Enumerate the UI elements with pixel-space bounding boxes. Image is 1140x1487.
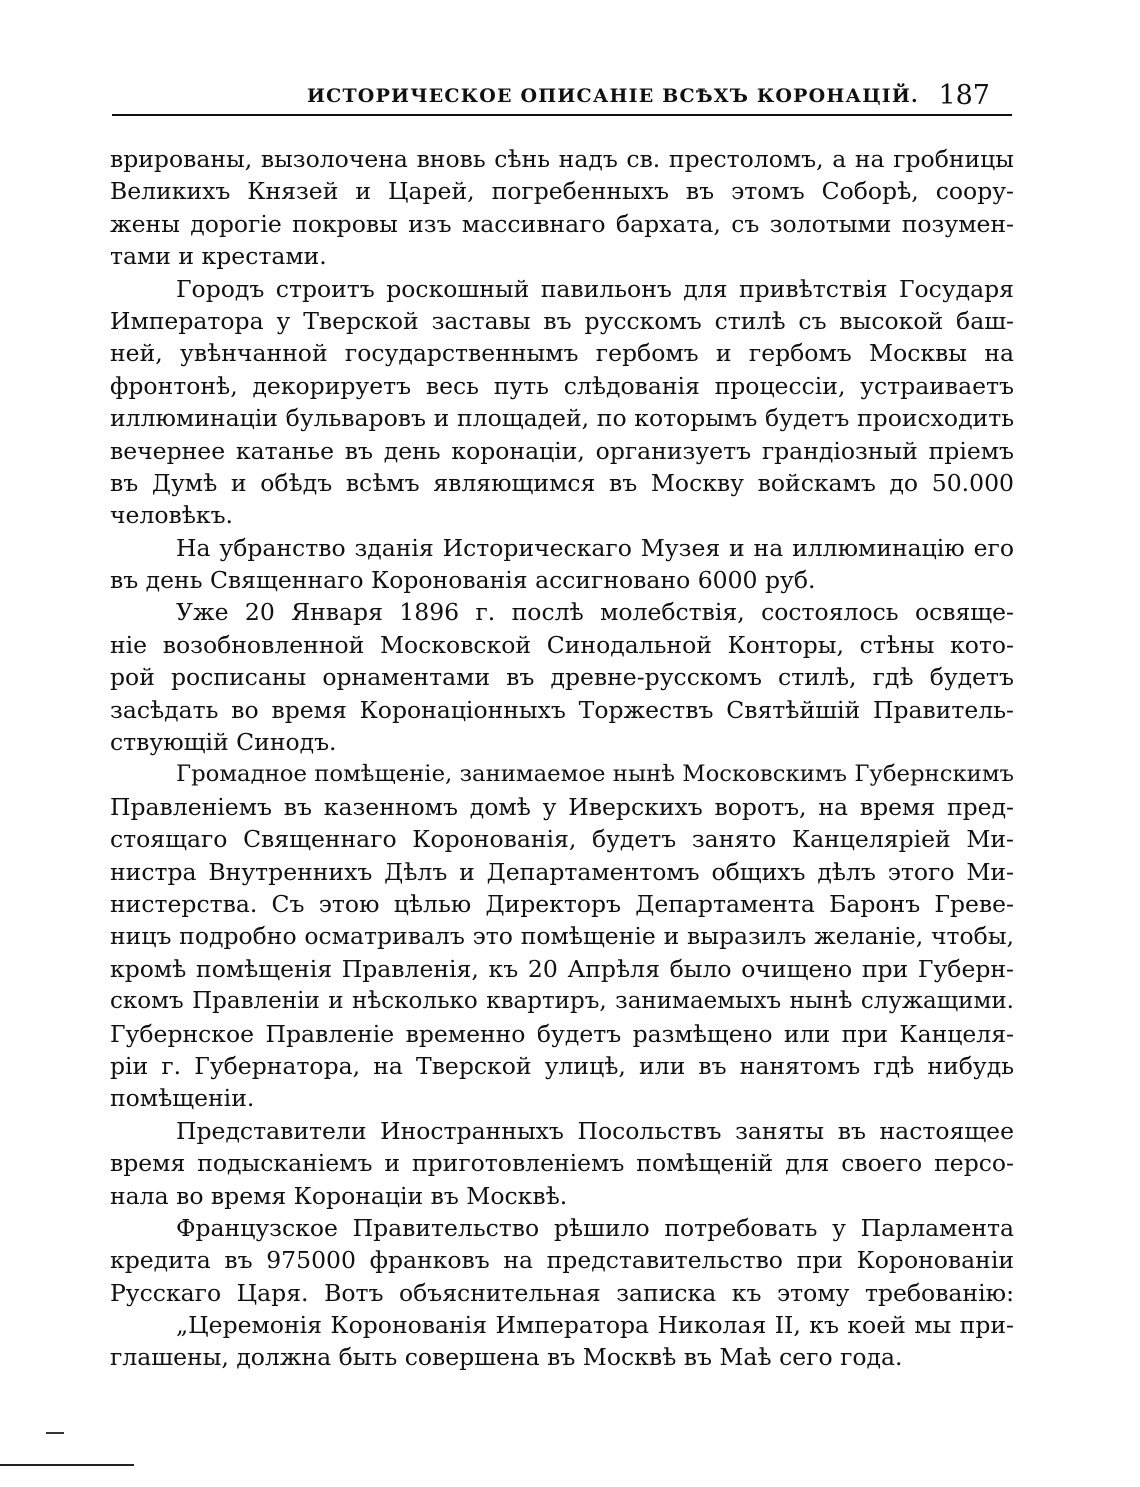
header-rule (112, 114, 1012, 116)
text-line: врированы, вызолочена вновь сѣнь надъ св. престоломъ, а на гробницы (110, 145, 1014, 173)
text-line: въ Думѣ и обѣдъ всѣмъ являющимся въ Москву войскамъ до 50.000 (110, 468, 1014, 497)
text-line: нiе возобновленной Московской Синодальной Конторы, стѣны кото- (110, 630, 1014, 659)
text-line: скомъ Правленiи и нѣсколько квартиръ, занимаемыхъ нынѣ служащими. (110, 988, 1014, 1015)
text-line: ницъ подробно осматривалъ это помѣщенiе и выразилъ желанiе, чтобы, (110, 922, 1014, 951)
text-line: вечернее катанье въ день коронацiи, организуетъ грандiозный прiемъ (110, 436, 1014, 465)
text-line: иллюминацiи бульваровъ и площадей, по которымъ будетъ происходить (110, 404, 1014, 433)
text-line: засѣдать во время Коронацiонныхъ Торжествъ Святѣйшiй Правитель- (110, 695, 1014, 724)
text-line: ствующiй Синодъ. (110, 728, 337, 757)
text-line: нала во время Коронацiи въ Москвѣ. (110, 1181, 568, 1210)
text-line: Уже 20 Января 1896 г. послѣ молебствiя, состоялось освяще- (176, 598, 1014, 627)
running-title: ИСТОРИЧЕСКОЕ ОПИСАНIЕ ВСѢХЪ КОРОНАЦIЙ. (307, 85, 919, 107)
text-line: Представители Иностранныхъ Посольствъ заняты въ настоящее (176, 1116, 1014, 1145)
page-number: 187 (938, 80, 990, 111)
text-line: кромѣ помѣщенiя Правленiя, къ 20 Апрѣля было очищено при Губерн- (110, 954, 1014, 983)
text-line: Городъ строитъ роскошный павильонъ для привѣтствiя Государя (176, 274, 1014, 303)
text-line: время подысканiемъ и приготовленiемъ помѣщенiй для своего персо- (110, 1149, 1014, 1178)
text-line: тами и крестами. (110, 242, 327, 271)
text-line: Великихъ Князей и Царей, погребенныхъ въ этомъ Соборѣ, соору- (110, 177, 1014, 206)
text-line: жены дорогiе покровы изъ массивнаго бархата, съ золотыми позумен- (110, 209, 1014, 238)
text-line: На убранство зданiя Историческаго Музея и на иллюминацiю его (176, 533, 1014, 562)
text-line: Громадное помѣщенiе, занимаемое нынѣ Московскимъ Губернскимъ (176, 761, 1014, 788)
text-line: кредита въ 975000 франковъ на представительство при Коронованiи (110, 1246, 1014, 1275)
text-line: стоящаго Священнаго Коронованiя, будетъ занято Канцелярiей Ми- (110, 825, 1014, 854)
text-line: глашены, должна быть совершена въ Москвѣ въ Маѣ сего года. (110, 1343, 903, 1372)
text-line: человѣкъ. (110, 501, 234, 530)
text-line: Русскаго Царя. Вотъ объяснительная записка къ этому требованiю: (110, 1278, 1014, 1307)
text-line: нистра Внутреннихъ Дѣлъ и Департаментомъ общихъ дѣлъ этого Ми- (110, 857, 1014, 886)
text-line: помѣщенiи. (110, 1084, 255, 1113)
text-line: „Церемонiя Коронованiя Императора Николая II, къ коей мы при- (176, 1311, 1014, 1340)
text-line: Императора у Тверской заставы въ русскомъ стилѣ съ высокой баш- (110, 306, 1014, 335)
text-line: фронтонѣ, декорируетъ весь путь слѣдованiя процессiи, устраиваетъ (110, 371, 1014, 400)
text-line: ней, увѣнчанной государственнымъ гербомъ и гербомъ Москвы на (110, 339, 1014, 368)
stray-mark (46, 1432, 64, 1434)
text-line: рой росписаны орнаментами въ древне-русскомъ стилѣ, гдѣ будетъ (110, 663, 1014, 692)
body-text (110, 143, 1014, 1374)
text-line: Правленiемъ въ казенномъ домѣ у Иверскихъ воротъ, на время пред- (110, 792, 1014, 821)
running-header (112, 80, 1012, 114)
text-line: нистерства. Съ этою цѣлью Директоръ Департамента Баронъ Греве- (110, 889, 1014, 918)
text-line: Французское Правительство рѣшило потребовать у Парламента (176, 1213, 1014, 1242)
text-line: рiи г. Губернатора, на Тверской улицѣ, или въ нанятомъ гдѣ нибудь (110, 1051, 1014, 1080)
footer-rule (0, 1464, 134, 1466)
text-line: въ день Священнаго Коронованiя ассигновано 6000 руб. (110, 566, 816, 595)
text-line: Губернское Правленiе временно будетъ размѣщено или при Канцеля- (110, 1019, 1014, 1048)
